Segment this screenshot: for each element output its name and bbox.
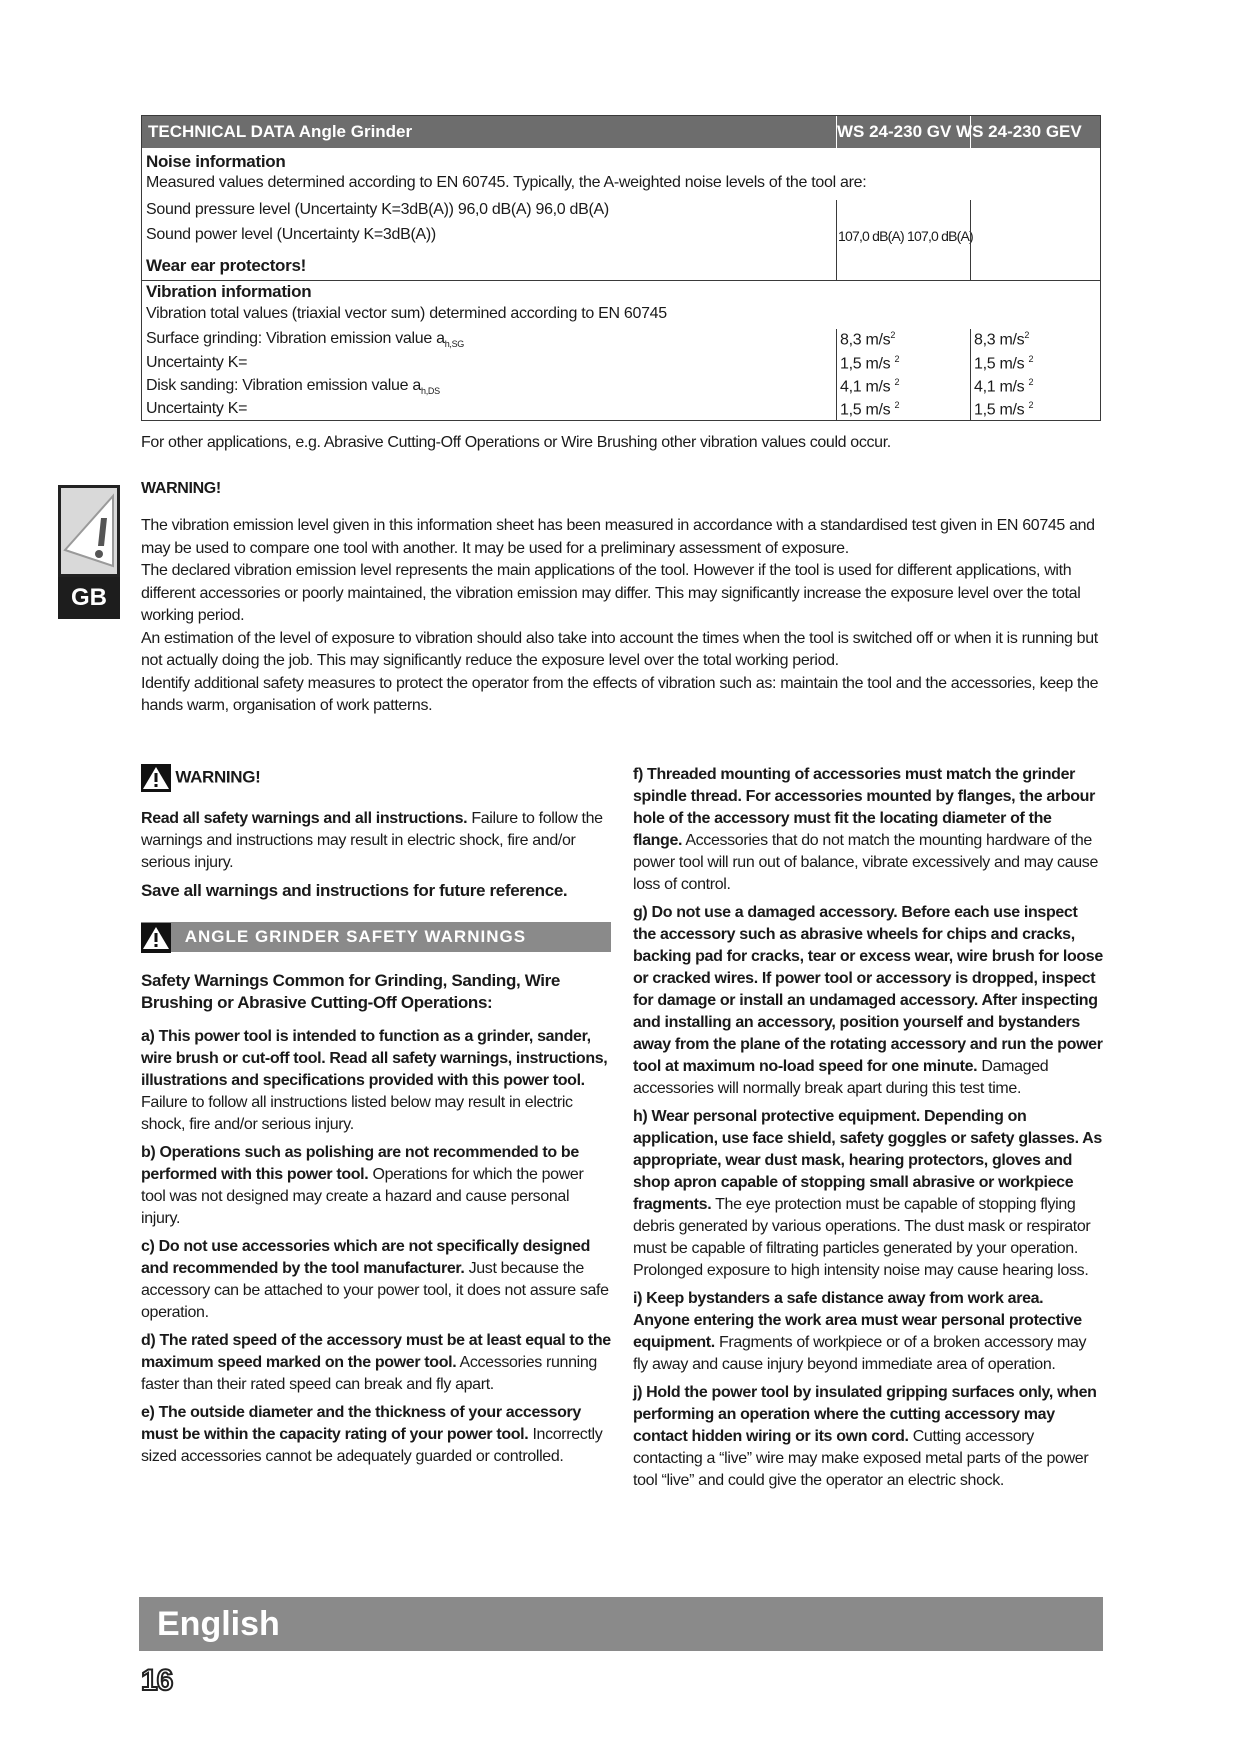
item-d <box>141 1330 611 1396</box>
item-j <box>633 1382 1103 1492</box>
item-c-bold: c) Do not use accessories which are not specifically designed and recommended by the tool manufacturer. <box>141 1238 591 1277</box>
col-divider-c <box>836 329 837 421</box>
item-e-text: Incorrectly sized accessories cannot be adequately guarded or controlled. <box>141 1426 603 1465</box>
uncertainty-1: Uncertainty K= <box>146 354 248 371</box>
read-bold: Read all safety warnings and all instructions. <box>141 810 468 827</box>
header-divider-2 <box>970 116 971 148</box>
item-g-text: Damaged accessories will normally break apart during this test time. <box>633 1058 1049 1097</box>
vibration-intro: Vibration total values (triaxial vector sum) determined according to EN 60745 <box>146 305 667 322</box>
sq: 2 <box>1028 400 1034 410</box>
noise-intro: Measured values determined according to EN 60745. Typically, the A-weighted noise levels of the tool are: <box>146 174 867 191</box>
language-label: English <box>157 1605 280 1643</box>
surface-grinding <box>146 330 464 349</box>
disk-sanding <box>146 377 440 396</box>
language-marker <box>58 485 120 625</box>
value-surface-gev <box>974 330 1029 349</box>
read-text: Failure to follow the warnings and instructions may result in electric shock, fire and/or serious injury. <box>141 810 603 871</box>
vibration-warning-text <box>141 515 1101 718</box>
v3b: 4,1 m/s <box>974 378 1025 396</box>
item-i-bold: i) Keep bystanders a safe distance away from work area. Anyone entering the work area must wear personal protective equipment. <box>633 1290 1082 1351</box>
gb-label: GB <box>58 577 120 619</box>
noise-heading: Noise information <box>146 152 286 171</box>
save-instructions: Save all warnings and instructions for future reference. <box>141 881 568 900</box>
item-b-bold: b) Operations such as polishing are not recommended to be performed with this power tool. <box>141 1144 579 1183</box>
value-unc2-gev <box>974 400 1033 419</box>
item-e <box>141 1402 611 1468</box>
warning-p1: The vibration emission level given in this information sheet has been measured in accordance with a standardised test given in EN 60745 and may be used to compare one tool with another. It may be used for a preliminary assessment of exposure. <box>141 517 1095 557</box>
value-disk-gev <box>974 377 1033 396</box>
surface-label: Surface grinding: Vibration emission value a <box>146 330 445 347</box>
item-i-text: Fragments of workpiece or of a broken accessory may fly away and cause injury beyond immediate area of operation. <box>633 1334 1087 1373</box>
v4b: 1,5 m/s <box>974 401 1025 419</box>
warning-icon <box>141 764 171 792</box>
item-h-text: The eye protection must be capable of stopping flying debris generated by various operations. The dust mask or respirator must be capable of filtrating particles generated by your operation. Prolonged exposure to high intensity noise may cause hearing loss. <box>633 1196 1091 1279</box>
v1b: 8,3 m/s <box>974 331 1025 349</box>
warning-triangle-icon <box>58 485 120 577</box>
sound-pressure: Sound pressure level (Uncertainty K=3dB(A)) 96,0 dB(A) 96,0 dB(A) <box>146 201 609 218</box>
vibration-warning-title: WARNING! <box>141 480 221 497</box>
item-d-bold: d) The rated speed of the accessory must be at least equal to the maximum speed marked on the power tool. <box>141 1332 611 1371</box>
value-unc1-gv <box>840 354 899 373</box>
item-g <box>633 902 1103 1100</box>
value-unc1-gev <box>974 354 1033 373</box>
v2b: 1,5 m/s <box>974 355 1025 373</box>
sq: 2 <box>1024 330 1030 340</box>
v3a: 4,1 m/s <box>840 378 891 396</box>
disk-sub: h,DS <box>420 386 440 397</box>
item-f-text: Accessories that do not match the mounting hardware of the power tool will run out of balance, vibrate excessively and may cause loss of control. <box>633 832 1098 893</box>
item-h <box>633 1106 1103 1282</box>
v4a: 1,5 m/s <box>840 401 891 419</box>
item-h-bold: h) Wear personal protective equipment. Depending on application, use face shield, safety goggles or safety glasses. As appropriate, wear dust mask, hearing protectors, gloves and shop apron capable of stopping small abrasive or workpiece fragments. <box>633 1108 1102 1213</box>
item-c <box>141 1236 611 1324</box>
sq: 2 <box>1028 354 1034 364</box>
sound-power: Sound power level (Uncertainty K=3dB(A)) <box>146 226 436 243</box>
sq: 2 <box>894 400 900 410</box>
sq: 2 <box>890 330 896 340</box>
disk-label: Disk sanding: Vibration emission value a <box>146 377 421 394</box>
item-g-bold: g) Do not use a damaged accessory. Before each use inspect the accessory such as abrasive wheels for chips and cracks, backing pad for cracks, tear or excess wear, wire brush for loose or cracked wires. If power tool or accessory is dropped, inspect for damage or install an undamaged accessory. After inspecting and installing an accessory, position yourself and bystanders away from the plane of the rotating accessory and run the power tool at maximum no-load speed for one minute. <box>633 904 1103 1075</box>
page-number: 16 <box>141 1664 173 1697</box>
value-surface-gv <box>840 330 895 349</box>
header-divider <box>836 116 837 148</box>
surface-sub: h,SG <box>444 339 464 350</box>
item-a <box>141 1026 611 1136</box>
ear-protectors: Wear ear protectors! <box>146 256 306 275</box>
banner-label: ANGLE GRINDER SAFETY WARNINGS <box>184 927 527 946</box>
warning-p4: Identify additional safety measures to protect the operator from the effects of vibration such as: maintain the tool and the accessories, keep the hands warm, organisation of work patterns. <box>141 674 1099 714</box>
warning-p2: The declared vibration emission level represents the main applications of the tool. However if the tool is used for different applications, with different accessories or poorly maintained, the vibration emission may differ. This may significantly increase the exposure level over the total working period. <box>141 562 1081 624</box>
item-e-bold: e) The outside diameter and the thickness of your accessory must be within the capacity rating of your power tool. <box>141 1404 581 1443</box>
item-b-text: Operations for which the power tool was not designed may create a hazard and cause personal injury. <box>141 1166 584 1227</box>
warning-p3: An estimation of the level of exposure to vibration should also take into account the times when the tool is switched off or when it is running but not actually doing the job. This may significantly reduce the exposure level over the total working period. <box>141 629 1098 669</box>
item-j-bold: j) Hold the power tool by insulated gripping surfaces only, when performing an operation where the cutting accessory may contact hidden wiring or its own cord. <box>633 1384 1097 1445</box>
other-applications: For other applications, e.g. Abrasive Cutting-Off Operations or Wire Brushing other vibration values could occur. <box>141 434 891 451</box>
item-d-text: Accessories running faster than their rated speed can break and fly apart. <box>141 1354 597 1393</box>
item-i <box>633 1288 1103 1376</box>
sq: 2 <box>894 354 900 364</box>
left-column <box>141 764 611 1474</box>
vibration-heading: Vibration information <box>146 282 312 301</box>
language-footer-bar <box>139 1597 1103 1651</box>
col-divider-d <box>970 329 971 421</box>
col-divider-b <box>970 200 971 281</box>
v2a: 1,5 m/s <box>840 355 891 373</box>
v1a: 8,3 m/s <box>840 331 891 349</box>
table-header <box>142 116 1100 148</box>
technical-data-table <box>141 115 1101 421</box>
table-title: TECHNICAL DATA Angle Grinder <box>148 122 413 141</box>
value-unc2-gv <box>840 400 899 419</box>
item-a-text: Failure to follow all instructions listed below may result in electric shock, fire and/or serious injury. <box>141 1094 573 1133</box>
value-disk-gv <box>840 377 899 396</box>
item-b <box>141 1142 611 1230</box>
warning-heading <box>141 764 611 792</box>
item-a-bold: a) This power tool is intended to function as a grinder, sander, wire brush or cut-off tool. Read all safety warnings, instructions, illustrations and specifications provided with this power tool. <box>141 1028 608 1089</box>
sound-power-values: 107,0 dB(A) 107,0 dB(A) <box>838 228 973 244</box>
col-divider-a <box>836 200 837 281</box>
item-c-text: Just because the accessory can be attached to your power tool, it does not assure safe operation. <box>141 1260 609 1321</box>
table-models: WS 24-230 GV WS 24-230 GEV <box>837 122 1082 141</box>
item-f-bold: f) Threaded mounting of accessories must match the grinder spindle thread. For accessories mounted by flanges, the arbour hole of the accessory must fit the locating diameter of the flange. <box>633 766 1095 849</box>
read-instructions <box>141 808 611 874</box>
row-divider <box>142 280 1100 281</box>
item-j-text: Cutting accessory contacting a “live” wire may make exposed metal parts of the power tool “live” and could give the operator an electric shock. <box>633 1428 1089 1489</box>
item-f <box>633 764 1103 896</box>
uncertainty-2: Uncertainty K= <box>146 400 248 417</box>
sq: 2 <box>894 377 900 387</box>
banner-warning-icon <box>141 923 171 953</box>
warning-heading-label: WARNING! <box>175 767 261 787</box>
right-column <box>633 764 1103 1498</box>
sq: 2 <box>1028 377 1034 387</box>
common-warnings-heading: Safety Warnings Common for Grinding, Sanding, Wire Brushing or Abrasive Cutting-Off Operations: <box>141 971 561 1012</box>
angle-grinder-banner <box>141 922 611 952</box>
